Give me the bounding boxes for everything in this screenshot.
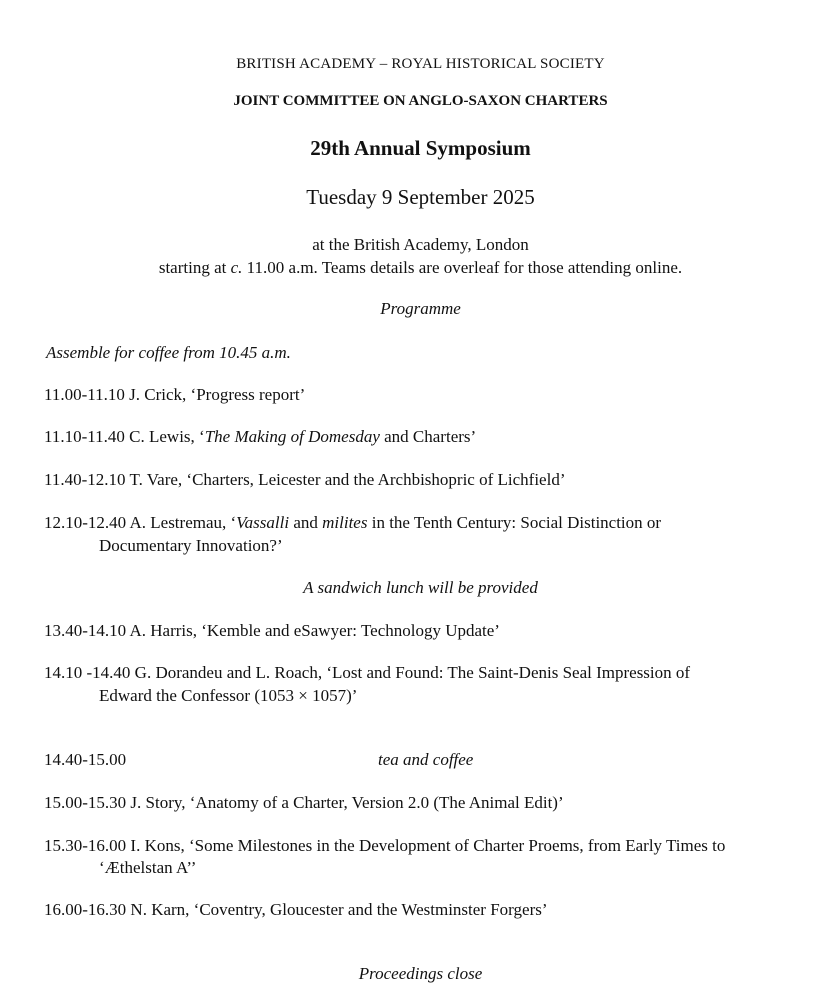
item-time: 15.00-15.30	[44, 793, 127, 812]
item-text-italic: milites	[322, 513, 368, 532]
item-continuation: ‘Æthelstan A’’	[99, 858, 197, 877]
item-text: G. Dorandeu and L. Roach, ‘Lost and Found: The Saint-Denis Seal Impression of	[130, 663, 691, 682]
programme-item	[44, 793, 564, 813]
programme-item	[44, 836, 725, 856]
item-time: 14.10 -14.40	[44, 663, 131, 682]
programme-item	[44, 513, 661, 533]
item-text-pre: C. Lewis, ‘	[124, 427, 205, 446]
programme-item	[44, 621, 500, 641]
start-prefix: starting at	[158, 258, 231, 277]
item-time: 11.10-11.40	[44, 427, 125, 446]
item-text-pre: A. Lestremau, ‘	[126, 513, 237, 532]
proceedings-close: Proceedings close	[358, 964, 483, 983]
header-committee: JOINT COMMITTEE ON ANGLO-SAXON CHARTERS	[233, 93, 608, 109]
page-title: 29th Annual Symposium	[310, 136, 531, 160]
tea-time: 14.40-15.00	[44, 750, 127, 769]
item-text: J. Crick, ‘Progress report’	[124, 385, 306, 404]
event-date: Tuesday 9 September 2025	[306, 185, 535, 209]
item-time: 16.00-16.30	[44, 900, 127, 919]
item-time: 15.30-16.00	[44, 836, 127, 855]
item-text-italic: Vassalli	[236, 513, 290, 532]
programme-heading: Programme	[380, 299, 461, 318]
item-text: J. Story, ‘Anatomy of a Charter, Version 2.0 (The Animal Edit)’	[126, 793, 564, 812]
start-suffix: 11.00 a.m. Teams details are overleaf for those attending online.	[242, 258, 683, 277]
item-text: A. Harris, ‘Kemble and eSawyer: Technology Update’	[126, 621, 500, 640]
programme-item	[44, 900, 548, 920]
item-text: T. Vare, ‘Charters, Leicester and the Archbishopric of Lichfield’	[125, 470, 566, 489]
item-continuation: Documentary Innovation?’	[99, 536, 283, 555]
venue-location: at the British Academy, London	[312, 235, 529, 254]
start-circa: c.	[230, 258, 243, 277]
lunch-note: A sandwich lunch will be provided	[303, 578, 538, 597]
item-time: 13.40-14.10	[44, 621, 127, 640]
item-time: 12.10-12.40	[44, 513, 127, 532]
tea-label: tea and coffee	[378, 750, 474, 769]
programme-item	[44, 385, 305, 405]
item-text-mid: and	[289, 513, 323, 532]
assemble-note: Assemble for coffee from 10.45 a.m.	[46, 343, 291, 362]
item-text: N. Karn, ‘Coventry, Gloucester and the Westminster Forgers’	[126, 900, 548, 919]
start-time-note	[0, 258, 833, 278]
item-time: 11.00-11.10	[44, 385, 125, 404]
item-continuation: Edward the Confessor (1053 × 1057)’	[99, 686, 358, 705]
item-text-post: in the Tenth Century: Social Distinction or	[367, 513, 662, 532]
programme-item	[44, 427, 476, 447]
item-text: I. Kons, ‘Some Milestones in the Development of Charter Proems, from Early Times to	[126, 836, 726, 855]
item-time: 11.40-12.10	[44, 470, 126, 489]
item-text-post: and Charters’	[379, 427, 477, 446]
header-organisations: BRITISH ACADEMY – ROYAL HISTORICAL SOCIETY	[236, 56, 605, 72]
programme-item	[44, 663, 690, 683]
programme-item	[44, 470, 565, 490]
item-text-italic: The Making of Domesday	[204, 427, 380, 446]
